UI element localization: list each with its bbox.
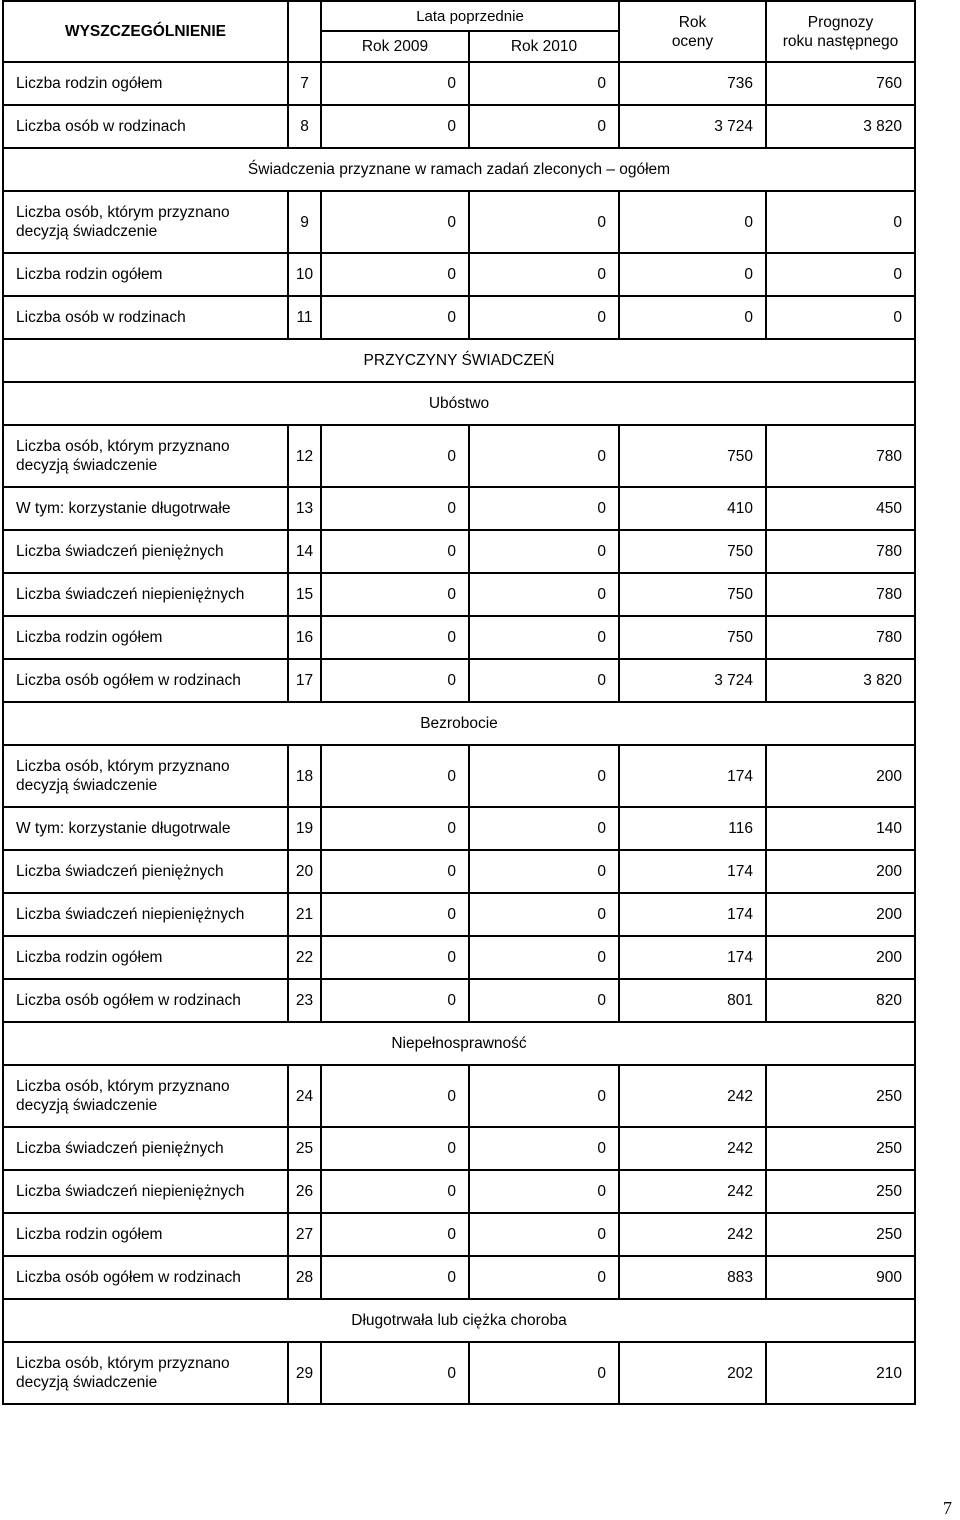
value-estimate: 242	[619, 1213, 766, 1256]
value-2009: 0	[321, 893, 469, 936]
value-2009: 0	[321, 659, 469, 702]
row-number: 13	[288, 487, 321, 530]
value-estimate: 242	[619, 1127, 766, 1170]
header-year-2009: Rok 2009	[321, 31, 469, 62]
section-row	[3, 702, 915, 745]
value-estimate: 750	[619, 425, 766, 487]
value-2010: 0	[469, 659, 619, 702]
value-estimate: 3 724	[619, 659, 766, 702]
value-forecast: 140	[766, 807, 915, 850]
value-2009: 0	[321, 191, 469, 253]
value-2009: 0	[321, 530, 469, 573]
value-estimate: 0	[619, 296, 766, 339]
value-2010: 0	[469, 1127, 619, 1170]
row-label: Liczba rodzin ogółem	[3, 936, 288, 979]
header-estimate-line2: oceny	[671, 32, 714, 50]
row-number: 14	[288, 530, 321, 573]
header-number-blank	[288, 1, 321, 62]
section-title-przyczyny: PRZYCZYNY ŚWIADCZEŃ	[3, 339, 915, 382]
value-2009: 0	[321, 425, 469, 487]
value-2010: 0	[469, 1170, 619, 1213]
value-forecast: 780	[766, 616, 915, 659]
value-2009: 0	[321, 1127, 469, 1170]
value-2009: 0	[321, 62, 469, 105]
row-number: 18	[288, 745, 321, 807]
table-row	[3, 296, 915, 339]
value-2009: 0	[321, 616, 469, 659]
row-label: Liczba rodzin ogółem	[3, 616, 288, 659]
value-2010: 0	[469, 893, 619, 936]
value-estimate: 242	[619, 1170, 766, 1213]
value-forecast: 200	[766, 936, 915, 979]
value-forecast: 200	[766, 850, 915, 893]
row-label: Liczba osób, którym przyznano decyzją świadczenie	[3, 1065, 288, 1127]
row-label: Liczba osób ogółem w rodzinach	[3, 979, 288, 1022]
value-estimate: 883	[619, 1256, 766, 1299]
value-forecast: 0	[766, 253, 915, 296]
table-row	[3, 850, 915, 893]
row-label: Liczba osób, którym przyznano decyzją świadczenie	[3, 1342, 288, 1404]
value-estimate: 174	[619, 745, 766, 807]
value-2009: 0	[321, 850, 469, 893]
table-row	[3, 62, 915, 105]
section-title-choroba: Długotrwała lub ciężka choroba	[3, 1299, 915, 1342]
value-2009: 0	[321, 807, 469, 850]
value-2010: 0	[469, 616, 619, 659]
header-forecast-line2: roku następnego	[782, 32, 899, 50]
header-description: WYSZCZEGÓLNIENIE	[3, 1, 288, 62]
value-forecast: 780	[766, 530, 915, 573]
value-estimate: 0	[619, 253, 766, 296]
row-number: 7	[288, 62, 321, 105]
row-label: Liczba rodzin ogółem	[3, 1213, 288, 1256]
value-2010: 0	[469, 296, 619, 339]
value-forecast: 450	[766, 487, 915, 530]
header-estimate-year	[619, 1, 766, 62]
value-estimate: 174	[619, 850, 766, 893]
value-forecast: 210	[766, 1342, 915, 1404]
value-estimate: 3 724	[619, 105, 766, 148]
value-2009: 0	[321, 1256, 469, 1299]
table-row	[3, 105, 915, 148]
row-label: Liczba osób, którym przyznano decyzją świadczenie	[3, 425, 288, 487]
table-row	[3, 530, 915, 573]
section-row	[3, 1299, 915, 1342]
value-estimate: 410	[619, 487, 766, 530]
value-2010: 0	[469, 807, 619, 850]
header-previous-years: Lata poprzednie	[321, 1, 619, 31]
table-row	[3, 936, 915, 979]
section-row	[3, 382, 915, 425]
value-2010: 0	[469, 850, 619, 893]
table-row	[3, 253, 915, 296]
value-2010: 0	[469, 425, 619, 487]
value-2010: 0	[469, 62, 619, 105]
value-2010: 0	[469, 936, 619, 979]
table-row	[3, 1065, 915, 1127]
section-row	[3, 148, 915, 191]
value-2010: 0	[469, 1065, 619, 1127]
row-label: Liczba rodzin ogółem	[3, 253, 288, 296]
statistics-table	[2, 0, 916, 1405]
row-number: 29	[288, 1342, 321, 1404]
value-estimate: 750	[619, 573, 766, 616]
row-number: 20	[288, 850, 321, 893]
table-row	[3, 659, 915, 702]
value-forecast: 0	[766, 191, 915, 253]
value-2009: 0	[321, 253, 469, 296]
value-2010: 0	[469, 573, 619, 616]
value-estimate: 0	[619, 191, 766, 253]
value-forecast: 900	[766, 1256, 915, 1299]
row-number: 23	[288, 979, 321, 1022]
value-estimate: 242	[619, 1065, 766, 1127]
row-number: 24	[288, 1065, 321, 1127]
row-number: 12	[288, 425, 321, 487]
section-title-niepelnosprawnosc: Niepełnosprawność	[3, 1022, 915, 1065]
row-label: Liczba osób, którym przyznano decyzją świadczenie	[3, 191, 288, 253]
row-number: 16	[288, 616, 321, 659]
value-forecast: 250	[766, 1170, 915, 1213]
row-number: 28	[288, 1256, 321, 1299]
header-forecast-line1: Prognozy	[807, 13, 874, 31]
row-number: 27	[288, 1213, 321, 1256]
value-forecast: 200	[766, 893, 915, 936]
value-2009: 0	[321, 1065, 469, 1127]
value-estimate: 750	[619, 616, 766, 659]
value-forecast: 820	[766, 979, 915, 1022]
row-label: W tym: korzystanie długotrwale	[3, 807, 288, 850]
value-2009: 0	[321, 1170, 469, 1213]
table-row	[3, 893, 915, 936]
row-number: 17	[288, 659, 321, 702]
value-2010: 0	[469, 1213, 619, 1256]
row-number: 21	[288, 893, 321, 936]
value-forecast: 3 820	[766, 105, 915, 148]
table-row	[3, 979, 915, 1022]
value-2009: 0	[321, 1342, 469, 1404]
row-label: Liczba osób, którym przyznano decyzją świadczenie	[3, 745, 288, 807]
row-number: 22	[288, 936, 321, 979]
value-forecast: 760	[766, 62, 915, 105]
value-estimate: 174	[619, 893, 766, 936]
table-row	[3, 616, 915, 659]
value-2010: 0	[469, 1342, 619, 1404]
row-label: Liczba świadczeń niepieniężnych	[3, 893, 288, 936]
value-estimate: 174	[619, 936, 766, 979]
value-2009: 0	[321, 979, 469, 1022]
page-number: 7	[943, 1498, 952, 1518]
value-estimate: 116	[619, 807, 766, 850]
value-forecast: 250	[766, 1065, 915, 1127]
value-forecast: 0	[766, 296, 915, 339]
value-2010: 0	[469, 745, 619, 807]
row-number: 26	[288, 1170, 321, 1213]
row-label: Liczba osób ogółem w rodzinach	[3, 659, 288, 702]
table-row	[3, 1256, 915, 1299]
value-2009: 0	[321, 105, 469, 148]
row-number: 11	[288, 296, 321, 339]
section-row	[3, 339, 915, 382]
row-label: Liczba rodzin ogółem	[3, 62, 288, 105]
value-2010: 0	[469, 487, 619, 530]
value-forecast: 780	[766, 573, 915, 616]
value-estimate: 736	[619, 62, 766, 105]
value-2009: 0	[321, 936, 469, 979]
table-row	[3, 573, 915, 616]
value-estimate: 750	[619, 530, 766, 573]
value-2010: 0	[469, 979, 619, 1022]
row-number: 19	[288, 807, 321, 850]
header-year-2010: Rok 2010	[469, 31, 619, 62]
value-estimate: 801	[619, 979, 766, 1022]
header-forecast	[766, 1, 915, 62]
value-2009: 0	[321, 573, 469, 616]
value-forecast: 200	[766, 745, 915, 807]
table-row	[3, 1127, 915, 1170]
row-number: 25	[288, 1127, 321, 1170]
row-number: 8	[288, 105, 321, 148]
section-title-ubostwo: Ubóstwo	[3, 382, 915, 425]
row-label: Liczba świadczeń pieniężnych	[3, 530, 288, 573]
value-forecast: 780	[766, 425, 915, 487]
table-row	[3, 1170, 915, 1213]
value-2009: 0	[321, 745, 469, 807]
value-2010: 0	[469, 253, 619, 296]
value-forecast: 250	[766, 1213, 915, 1256]
value-2010: 0	[469, 191, 619, 253]
header-estimate-line1: Rok	[678, 13, 707, 31]
value-2009: 0	[321, 487, 469, 530]
value-estimate: 202	[619, 1342, 766, 1404]
value-forecast: 3 820	[766, 659, 915, 702]
table-row	[3, 191, 915, 253]
table-row	[3, 425, 915, 487]
row-number: 10	[288, 253, 321, 296]
row-label: Liczba świadczeń niepieniężnych	[3, 1170, 288, 1213]
row-label: Liczba świadczeń niepieniężnych	[3, 573, 288, 616]
value-2009: 0	[321, 296, 469, 339]
section-title-zlecone: Świadczenia przyznane w ramach zadań zleconych – ogółem	[3, 148, 915, 191]
section-row	[3, 1022, 915, 1065]
row-label: Liczba osób w rodzinach	[3, 105, 288, 148]
value-2010: 0	[469, 1256, 619, 1299]
row-number: 9	[288, 191, 321, 253]
table-row	[3, 487, 915, 530]
row-number: 15	[288, 573, 321, 616]
row-label: Liczba świadczeń pieniężnych	[3, 850, 288, 893]
value-2010: 0	[469, 105, 619, 148]
value-forecast: 250	[766, 1127, 915, 1170]
section-title-bezrobocie: Bezrobocie	[3, 702, 915, 745]
row-label: Liczba świadczeń pieniężnych	[3, 1127, 288, 1170]
table-row	[3, 807, 915, 850]
table-row	[3, 1213, 915, 1256]
table-row	[3, 745, 915, 807]
value-2009: 0	[321, 1213, 469, 1256]
table-row	[3, 1342, 915, 1404]
row-label: Liczba osób ogółem w rodzinach	[3, 1256, 288, 1299]
row-label: W tym: korzystanie długotrwałe	[3, 487, 288, 530]
value-2010: 0	[469, 530, 619, 573]
row-label: Liczba osób w rodzinach	[3, 296, 288, 339]
